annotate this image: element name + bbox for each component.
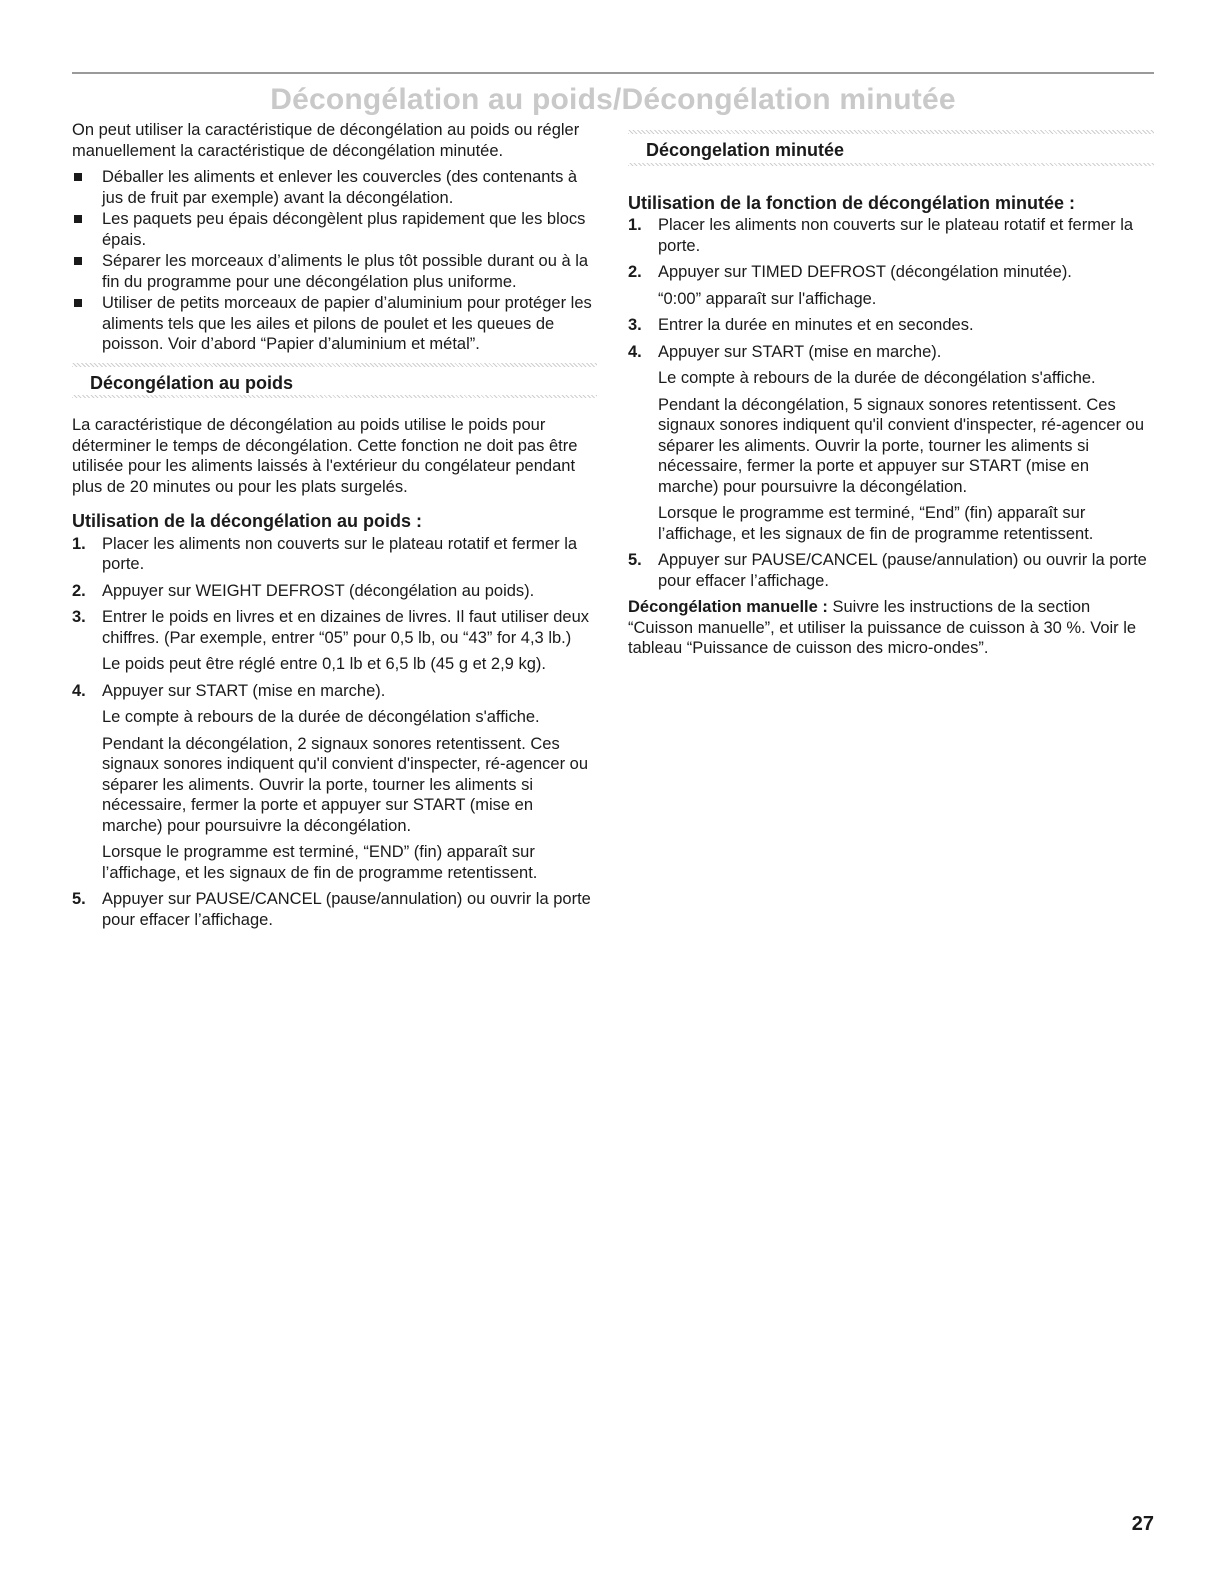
- right-column: [628, 130, 1154, 659]
- step-number: 3.: [628, 316, 642, 334]
- square-bullet-icon: [74, 299, 82, 307]
- step-text: Appuyer sur PAUSE/CANCEL (pause/annulation) ou ouvrir la porte pour effacer l’affichage.: [102, 890, 591, 929]
- step-note: “0:00” apparaît sur l'affichage.: [658, 289, 877, 308]
- step-number: 1.: [628, 216, 642, 234]
- manual-defrost-text: Suivre les instructions de la section “Cuisson manuelle”, et utiliser la puissance de cuisson à 30 %. Voir le tableau “Puissance de cuisson des micro-ondes”.: [628, 598, 1137, 657]
- list-item: Déballer les aliments et enlever les couvercles (des contenants à jus de fruit par exemple) avant la décongélation.: [72, 167, 597, 208]
- step-item: [628, 315, 1154, 336]
- list-item: Séparer les morceaux d’aliments le plus tôt possible durant ou à la fin du programme pour une décongélation plus uniforme.: [72, 251, 597, 292]
- weight-steps-list: [72, 534, 597, 931]
- step-text: Placer les aliments non couverts sur le plateau rotatif et fermer la porte.: [658, 216, 1134, 255]
- step-text: Appuyer sur START (mise en marche).: [102, 681, 386, 700]
- step-number: 2.: [628, 263, 642, 281]
- step-number: 1.: [72, 534, 86, 553]
- step-item: [72, 534, 597, 575]
- tips-list: [72, 167, 597, 355]
- manual-defrost-paragraph: [628, 597, 1154, 659]
- timed-subheading: Utilisation de la fonction de décongélation minutée :: [628, 192, 1076, 213]
- weight-subheading: Utilisation de la décongélation au poids :: [72, 511, 423, 531]
- step-note: Le poids peut être réglé entre 0,1 lb et 6,5 lb (45 g et 2,9 kg).: [102, 655, 546, 673]
- left-column: [72, 120, 597, 936]
- step-text: Appuyer sur START (mise en marche).: [658, 342, 942, 361]
- step-number: 2.: [72, 581, 86, 600]
- timed-steps-list: [628, 215, 1154, 591]
- step-item: [72, 581, 597, 602]
- step-item: [628, 342, 1154, 545]
- step-text: Placer les aliments non couverts sur le plateau rotatif et fermer la porte.: [102, 534, 578, 573]
- step-text: Appuyer sur WEIGHT DEFROST (décongélation au poids).: [102, 581, 535, 600]
- weight-description: La caractéristique de décongélation au poids utilise le poids pour déterminer le temps de décongélation. Cette fonction ne doit pas être utilisée pour les aliments laissés à l'extérieur du congélateur pendant plus de 20 minutes ou pour les plats surgelés.: [72, 416, 578, 496]
- intro-paragraph: On peut utiliser la caractéristique de décongélation au poids ou régler manuellement la caractéristique de décongélation minutée.: [72, 121, 580, 160]
- page-number: 27: [1131, 1513, 1154, 1535]
- section-heading-timed-defrost: Décongelation minutée: [628, 134, 1154, 169]
- step-note: Le compte à rebours de la durée de décongélation s'affiche.: [102, 708, 540, 726]
- list-item: Utiliser de petits morceaux de papier d’aluminium pour protéger les aliments tels que les ailes et pilons de poulet et les queues de poisson. Voir d’abord “Papier d’aluminium et métal”.: [72, 293, 597, 355]
- square-bullet-icon: [74, 215, 82, 223]
- step-number: 4.: [628, 342, 642, 361]
- step-text: Appuyer sur PAUSE/CANCEL (pause/annulation) ou ouvrir la porte pour effacer l’affichage.: [658, 551, 1147, 590]
- step-text: Entrer le poids en livres et en dizaines de livres. Il faut utiliser deux chiffres. (Par exemple, entrer “05” pour 0,5 lb, ou “43” for 4,3 lb.): [102, 608, 589, 647]
- square-bullet-icon: [74, 257, 82, 265]
- step-number: 5.: [72, 890, 86, 908]
- step-item: [72, 889, 597, 930]
- step-number: 3.: [72, 608, 86, 626]
- step-item: [628, 215, 1154, 256]
- square-bullet-icon: [74, 173, 82, 181]
- page-title: Décongélation au poids/Décongélation minutée: [270, 83, 956, 116]
- step-number: 5.: [628, 551, 642, 569]
- step-item: [628, 550, 1154, 591]
- step-item: [72, 607, 597, 675]
- step-item: [72, 681, 597, 884]
- step-item: [628, 262, 1154, 309]
- step-note: Pendant la décongélation, 5 signaux sonores retentissent. Ces signaux sonores indiquent qu'il convient d'inspecter, ré-agencer ou séparer les aliments. Ouvrir la porte, tourner les aliments si nécessaire, fermer la porte et appuyer sur START (mise en marche) pour poursuivre la décongélation.: [658, 395, 1145, 496]
- step-note: Lorsque le programme est terminé, “End” (fin) apparaît sur l’affichage, et les signaux de fin de programme retentissent.: [658, 504, 1094, 543]
- top-rule: [72, 72, 1154, 74]
- step-text: Entrer la durée en minutes et en secondes.: [658, 316, 974, 334]
- section-heading-weight-defrost: Décongélation au poids: [72, 367, 597, 402]
- step-number: 4.: [72, 681, 86, 700]
- list-item: Les paquets peu épais décongèlent plus rapidement que les blocs épais.: [72, 209, 597, 250]
- step-text: Appuyer sur TIMED DEFROST (décongélation minutée).: [658, 263, 1072, 281]
- step-note: Pendant la décongélation, 2 signaux sonores retentissent. Ces signaux sonores indiquent qu'il convient d'inspecter, ré-agencer ou séparer les aliments. Ouvrir la porte, tourner les aliments si nécessaire, fermer la porte et appuyer sur START (mise en marche) pour poursuivre la décongélation.: [102, 734, 589, 835]
- step-note: Le compte à rebours de la durée de décongélation s'affiche.: [658, 369, 1096, 387]
- manual-defrost-label: Décongélation manuelle :: [628, 598, 828, 616]
- step-note: Lorsque le programme est terminé, “END” (fin) apparaît sur l’affichage, et les signaux de fin de programme retentissent.: [102, 843, 538, 882]
